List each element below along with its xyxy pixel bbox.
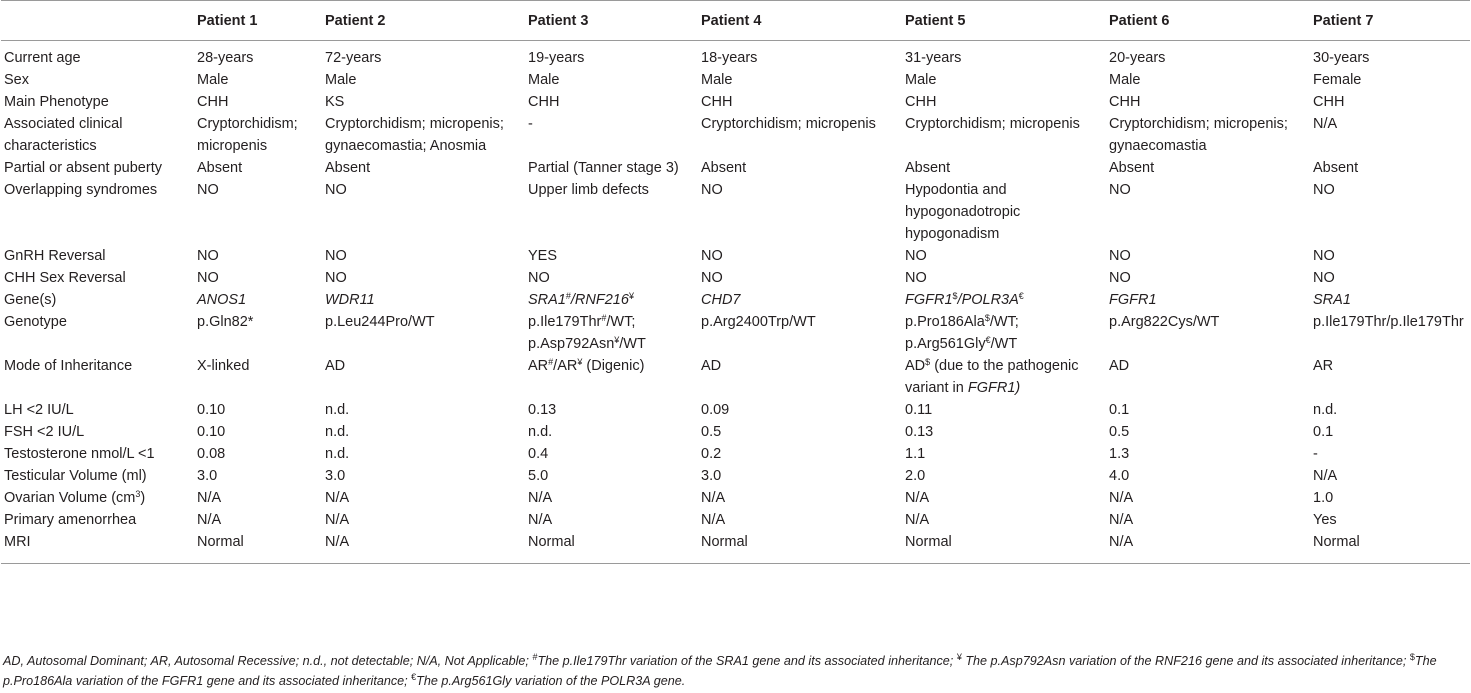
table-cell: 0.11: [905, 402, 933, 418]
row-label: GnRH Reversal: [4, 248, 106, 264]
table-cell: AD$ (due to the pathogenic variant in FGFR1): [905, 357, 1079, 396]
table-cell: N/A: [325, 490, 350, 506]
table-cell: n.d.: [1313, 402, 1338, 418]
table-cell: Cryptorchidism; micropenis: [197, 116, 298, 154]
table-cell: Male: [701, 72, 733, 88]
table-cell: CHH: [1313, 94, 1345, 110]
row-label: Associated clinical characteristics: [4, 116, 123, 154]
table-cell: p.Pro186Ala$/WT; p.Arg561Gly€/WT: [905, 313, 1019, 352]
table-row: [1, 179, 1470, 245]
table-cell: AR#/AR¥ (Digenic): [528, 357, 645, 374]
table-row: [1, 41, 1470, 70]
table-cell: FGFR1: [1109, 292, 1157, 308]
footnote-text: The p.Pro186Ala variation of the FGFR1 gene and its associated inheritance;: [3, 654, 1437, 688]
table-cell: AR: [1313, 358, 1334, 374]
header-cell: [1, 1, 194, 41]
table-cell: NO: [1109, 182, 1131, 198]
table-cell: p.Ile179Thr#/WT; p.Asp792Asn¥/WT: [528, 313, 646, 352]
row-label: CHH Sex Reversal: [4, 270, 126, 286]
table-cell: AD: [325, 358, 346, 374]
table-cell: Yes: [1313, 512, 1337, 528]
table-cell: 3.0: [325, 468, 346, 484]
row-label: Gene(s): [4, 292, 57, 308]
table-cell: N/A: [1106, 531, 1310, 564]
table-cell: 2.0: [905, 468, 926, 484]
table-cell: SRA1#/RNF216¥: [528, 291, 634, 308]
table-cell: Absent: [325, 160, 371, 176]
table-row: [1, 487, 1470, 509]
table-cell: SRA1: [1313, 292, 1351, 308]
table-cell: 1.3: [1109, 446, 1130, 462]
table-cell: N/A: [1109, 512, 1134, 528]
table-cell: Cryptorchidism; micropenis; gynaecomastia; Anosmia: [325, 116, 504, 154]
row-label: FSH <2 IU/L: [4, 424, 85, 440]
table-cell: 0.09: [701, 402, 730, 418]
table-cell: NO: [1109, 270, 1131, 286]
table-cell: N/A: [528, 512, 553, 528]
table-header-row: [1, 1, 1470, 41]
table-cell: NO: [325, 270, 347, 286]
patient-characteristics-table: [1, 0, 1470, 564]
table-cell: N/A: [701, 490, 726, 506]
table-cell: n.d.: [325, 424, 350, 440]
table-cell: NO: [325, 182, 347, 198]
footnote-symbol: €: [411, 671, 417, 682]
table-cell: 3.0: [701, 468, 722, 484]
table-cell: 20-years: [1109, 50, 1166, 66]
table-cell: Male: [325, 72, 357, 88]
row-label: Main Phenotype: [4, 94, 109, 110]
table-cell: n.d.: [325, 446, 350, 462]
table-cell: Male: [905, 72, 937, 88]
table-cell: NO: [197, 248, 219, 264]
row-label: Primary amenorrhea: [4, 512, 137, 528]
table-cell: 5.0: [528, 468, 549, 484]
table-cell: N/A: [1109, 490, 1134, 506]
table-cell: NO: [905, 270, 927, 286]
table-cell: 1.0: [1313, 490, 1334, 506]
table-cell: N/A: [905, 512, 930, 528]
table-cell: N/A: [1313, 468, 1338, 484]
table-cell: p.Leu244Pro/WT: [325, 314, 435, 330]
table-cell: Normal: [1310, 531, 1470, 564]
table-cell: Partial (Tanner stage 3): [528, 160, 679, 176]
table-row: [1, 69, 1470, 91]
table-cell: NO: [197, 182, 219, 198]
footnote-text: The p.Ile179Thr variation of the SRA1 gene and its associated inheritance;: [537, 654, 954, 668]
table-cell: NO: [1313, 270, 1335, 286]
header-cell: Patient 5: [902, 1, 1106, 41]
table-cell: AD: [1109, 358, 1130, 374]
table-cell: 0.10: [197, 424, 226, 440]
header-cell: Patient 3: [525, 1, 698, 41]
footnote-text: The p.Asp792Asn variation of the RNF216 gene and its associated inheritance;: [965, 654, 1407, 668]
table-cell: N/A: [1313, 116, 1338, 132]
table-cell: 1.1: [905, 446, 926, 462]
table-row: [1, 245, 1470, 267]
row-label: Ovarian Volume $(cm^3)$: [4, 489, 146, 506]
row-label: LH <2 IU/L: [4, 402, 74, 418]
table-cell: -: [1313, 446, 1318, 462]
table-cell: ANOS1: [197, 292, 247, 308]
header-cell: Patient 4: [698, 1, 902, 41]
table-cell: N/A: [197, 512, 222, 528]
table-row: [1, 289, 1470, 311]
table-cell: 0.1: [1109, 402, 1130, 418]
table-cell: N/A: [322, 531, 525, 564]
table-cell: Normal: [525, 531, 698, 564]
table-cell: Male: [1109, 72, 1141, 88]
table-cell: 0.1: [1313, 424, 1334, 440]
table-row: [1, 157, 1470, 179]
row-label: Current age: [4, 50, 81, 66]
table-cell: N/A: [325, 512, 350, 528]
table-row: [1, 399, 1470, 421]
table-cell: Cryptorchidism; micropenis; gynaecomastia: [1109, 116, 1288, 154]
table-cell: CHH: [197, 94, 229, 110]
row-label: Overlapping syndromes: [4, 182, 158, 198]
table-cell: Cryptorchidism; micropenis: [905, 116, 1080, 132]
table-cell: FGFR1$/POLR3A€: [905, 291, 1024, 308]
table-row: [1, 113, 1470, 157]
table-cell: 0.5: [701, 424, 722, 440]
footnote-text: The p.Arg561Gly variation of the POLR3A gene.: [416, 673, 686, 688]
table-cell: Male: [528, 72, 560, 88]
table-cell: p.Arg2400Trp/WT: [701, 314, 816, 330]
table-row: [1, 443, 1470, 465]
table-cell: NO: [701, 248, 723, 264]
row-label: Testosterone nmol/L <1: [4, 446, 155, 462]
table-cell: NO: [1313, 248, 1335, 264]
table-cell: 18-years: [701, 50, 758, 66]
table-cell: 0.08: [197, 446, 226, 462]
table-cell: NO: [701, 182, 723, 198]
table-cell: KS: [325, 94, 345, 110]
table-cell: Normal: [194, 531, 322, 564]
table-cell: NO: [325, 248, 347, 264]
table-cell: CHH: [701, 94, 733, 110]
table-cell: Upper limb defects: [528, 182, 649, 198]
table-cell: CHH: [1109, 94, 1141, 110]
table-cell: p.Gln82*: [197, 314, 254, 330]
table-cell: 0.2: [701, 446, 722, 462]
table-cell: 31-years: [905, 50, 962, 66]
table-cell: n.d.: [528, 424, 553, 440]
table-cell: CHH: [905, 94, 937, 110]
table-cell: 0.10: [197, 402, 226, 418]
table-cell: 19-years: [528, 50, 585, 66]
table-row: [1, 509, 1470, 531]
table-cell: N/A: [528, 490, 553, 506]
table-cell: -: [528, 116, 533, 132]
table-cell: n.d.: [325, 402, 350, 418]
header-cell: Patient 6: [1106, 1, 1310, 41]
row-label: Genotype: [4, 314, 67, 330]
table-row: [1, 311, 1470, 355]
table-cell: NO: [1313, 182, 1335, 198]
table-cell: 3.0: [197, 468, 218, 484]
table-cell: N/A: [905, 490, 930, 506]
table-cell: N/A: [701, 512, 726, 528]
table-cell: Absent: [197, 160, 243, 176]
table-cell: Absent: [1109, 160, 1155, 176]
table-cell: Absent: [701, 160, 747, 176]
table-cell: 0.13: [528, 402, 557, 418]
table-cell: Cryptorchidism; micropenis: [701, 116, 876, 132]
table-cell: p.Ile179Thr/p.Ile179Thr: [1313, 314, 1464, 330]
table-row: [1, 355, 1470, 399]
table-cell: Normal: [698, 531, 902, 564]
footnote-symbol: ¥: [956, 652, 962, 662]
table-row: [1, 91, 1470, 113]
table-cell: 0.4: [528, 446, 549, 462]
table-cell: NO: [1109, 248, 1131, 264]
table-cell: 30-years: [1313, 50, 1370, 66]
table-cell: Female: [1313, 72, 1362, 88]
table-cell: 0.13: [905, 424, 934, 440]
table-row: [1, 465, 1470, 487]
row-label: MRI: [1, 531, 194, 564]
table-row: [1, 267, 1470, 289]
table-cell: X-linked: [197, 358, 250, 374]
table-cell: p.Arg822Cys/WT: [1109, 314, 1220, 330]
table-cell: Absent: [1313, 160, 1359, 176]
table-cell: CHD7: [701, 292, 741, 308]
row-label: Sex: [4, 72, 29, 88]
table-cell: 0.5: [1109, 424, 1130, 440]
table-cell: AD: [701, 358, 722, 374]
footnote-lead: AD, Autosomal Dominant; AR, Autosomal Recessive; n.d., not detectable; N/A, Not Applicable;: [3, 654, 529, 668]
table-cell: NO: [905, 248, 927, 264]
row-label: Testicular Volume (ml): [4, 468, 147, 484]
table-cell: WDR11: [325, 292, 375, 308]
table-cell: 4.0: [1109, 468, 1130, 484]
header-cell: Patient 7: [1310, 1, 1470, 41]
table-row: [1, 421, 1470, 443]
table-cell: 72-years: [325, 50, 382, 66]
row-label: Mode of Inheritance: [4, 358, 133, 374]
table-cell: NO: [197, 270, 219, 286]
table-cell: YES: [528, 248, 558, 264]
table-cell: CHH: [528, 94, 560, 110]
footnote-symbol: #: [532, 652, 538, 662]
table-footnote: [3, 652, 1469, 691]
table-cell: Male: [197, 72, 229, 88]
table-cell: NO: [701, 270, 723, 286]
header-cell: Patient 2: [322, 1, 525, 41]
table-cell: Hypodontia and hypogonadotropic hypogonadism: [905, 182, 1021, 242]
table-cell: 28-years: [197, 50, 254, 66]
header-cell: Patient 1: [194, 1, 322, 41]
table-row: [1, 531, 1470, 564]
footnote-symbol: $: [1409, 652, 1415, 662]
table-cell: NO: [528, 270, 550, 286]
row-label: Partial or absent puberty: [4, 160, 162, 176]
table-cell: Absent: [905, 160, 951, 176]
table-cell: N/A: [197, 490, 222, 506]
table-cell: Normal: [902, 531, 1106, 564]
